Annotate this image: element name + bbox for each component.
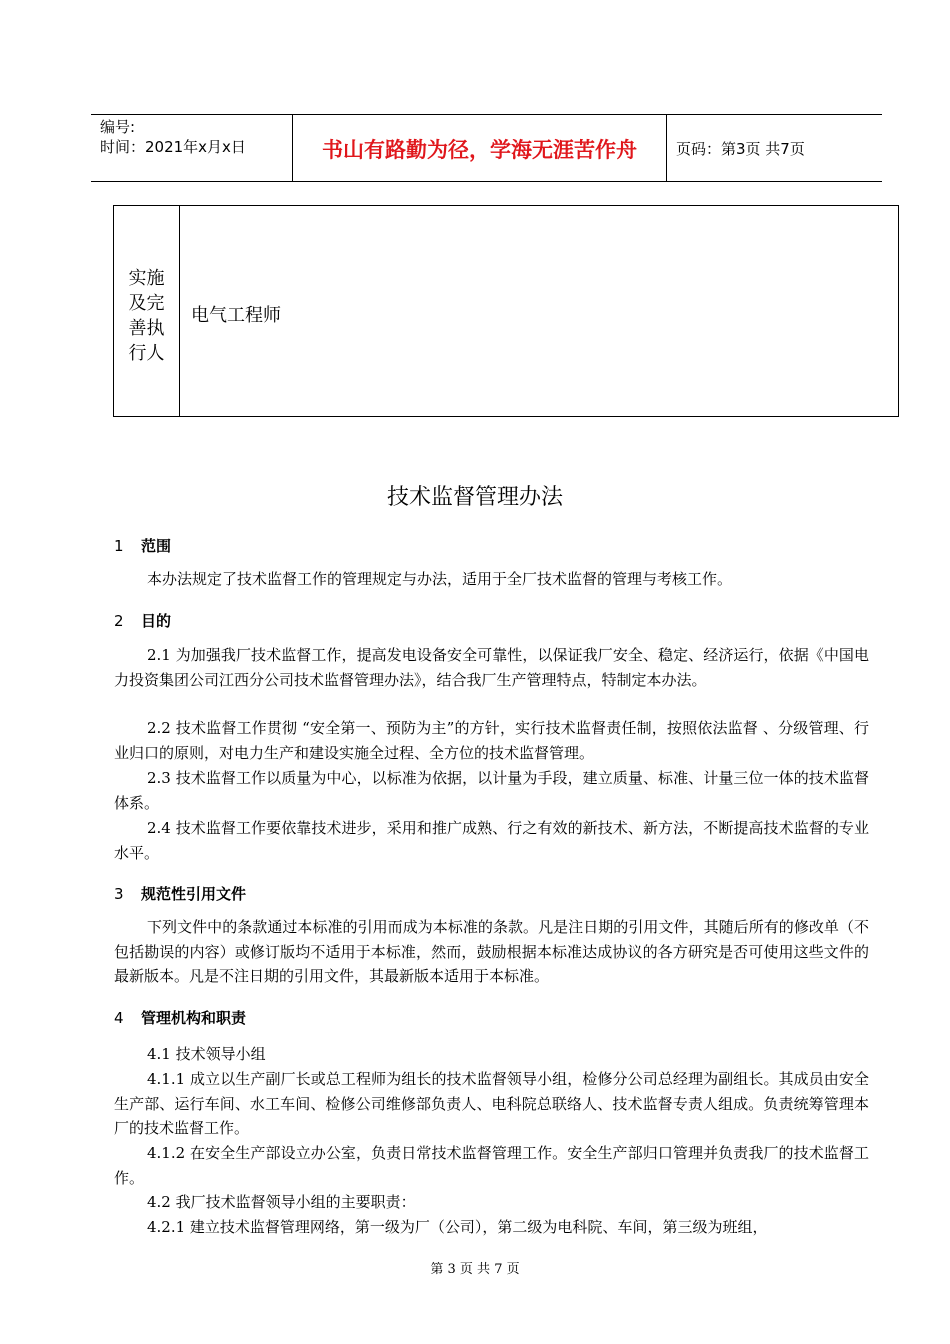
executor-label <box>114 266 179 366</box>
paragraph: 2.3 技术监督工作以质量为中心，以标准为依据，以计量为手段，建立质量、标准、计量三位一体的技术监督体系。 <box>114 769 869 812</box>
paragraph: 4.1 技术领导小组 <box>147 1045 266 1063</box>
paragraph: 2.1 为加强我厂技术监督工作，提高发电设备安全可靠性，以保证我厂安全、稳定、经济运行，依据《中国电力投资集团公司江西分公司技术监督管理办法》，结合我厂生产管理特点，特制定本办法。 <box>114 646 869 689</box>
header-page-number: 页码：第3页 共7页 <box>676 140 805 158</box>
paragraph: 4.1.2 在安全生产部设立办公室，负责日常技术监督管理工作。安全生产部归口管理并负责我厂的技术监督工作。 <box>114 1144 869 1187</box>
section-heading: 1 范围 <box>114 537 172 555</box>
header-top-rule <box>91 114 882 115</box>
page-footer: 第 3 页 共 7 页 <box>430 1262 520 1277</box>
paragraph: 4.1.1 成立以生产副厂长或总工程师为组长的技术监督领导小组，检修分公司总经理为副组长。其成员由安全生产部、运行车间、水工车间、检修公司维修部负责人、电科院总联络人、技术监督专责人组成。负责统筹管理本厂的技术监督工作。 <box>114 1070 869 1137</box>
header-bottom-rule <box>91 181 882 182</box>
executor-value: 电气工程师 <box>191 305 281 326</box>
executor-label-line: 善执 <box>128 318 165 339</box>
header-motto: 书山有路勤为径，学海无涯苦作舟 <box>322 138 637 162</box>
section-heading: 4 管理机构和职责 <box>114 1009 247 1027</box>
paragraph: 2.4 技术监督工作要依靠技术进步，采用和推广成熟、行之有效的新技术、新方法，不断提高技术监督的专业水平。 <box>114 819 869 862</box>
paragraph: 本办法规定了技术监督工作的管理规定与办法，适用于全厂技术监督的管理与考核工作。 <box>147 570 733 588</box>
executor-table-divider <box>179 206 180 416</box>
executor-label-line: 行人 <box>128 343 165 364</box>
doc-number-label: 编号: <box>100 118 136 136</box>
header-meta <box>100 117 246 157</box>
executor-label-line: 实施 <box>128 268 165 289</box>
paragraph: 4.2.1 建立技术监督管理网络，第一级为厂（公司），第二级为电科院、车间，第三级为班组， <box>147 1218 768 1236</box>
executor-label-line: 及完 <box>128 293 165 314</box>
doc-time-label: 时间：2021年x月x日 <box>100 138 246 156</box>
section-heading: 3 规范性引用文件 <box>114 885 247 903</box>
paragraph: 2.2 技术监督工作贯彻 “安全第一、预防为主”的方针，实行技术监督责任制，按照依法监督 、分级管理、行业归口的原则，对电力生产和建设实施全过程、全方位的技术监督管理。 <box>114 719 869 762</box>
document-title: 技术监督管理办法 <box>386 485 563 510</box>
executor-label-text <box>114 266 179 366</box>
paragraph: 4.2 我厂技术监督领导小组的主要职责： <box>147 1193 416 1211</box>
section-heading: 2 目的 <box>114 612 172 630</box>
executor-table <box>113 205 899 417</box>
header-divider-right <box>666 114 667 181</box>
paragraph: 下列文件中的条款通过本标准的引用而成为本标准的条款。凡是注日期的引用文件，其随后所有的修改单（不包括勘误的内容）或修订版均不适用于本标准，然而，鼓励根据本标准达成协议的各方研究是否可使用这些文件的最新版本。凡是不注日期的引用文件，其最新版本适用于本标准。 <box>114 918 869 985</box>
